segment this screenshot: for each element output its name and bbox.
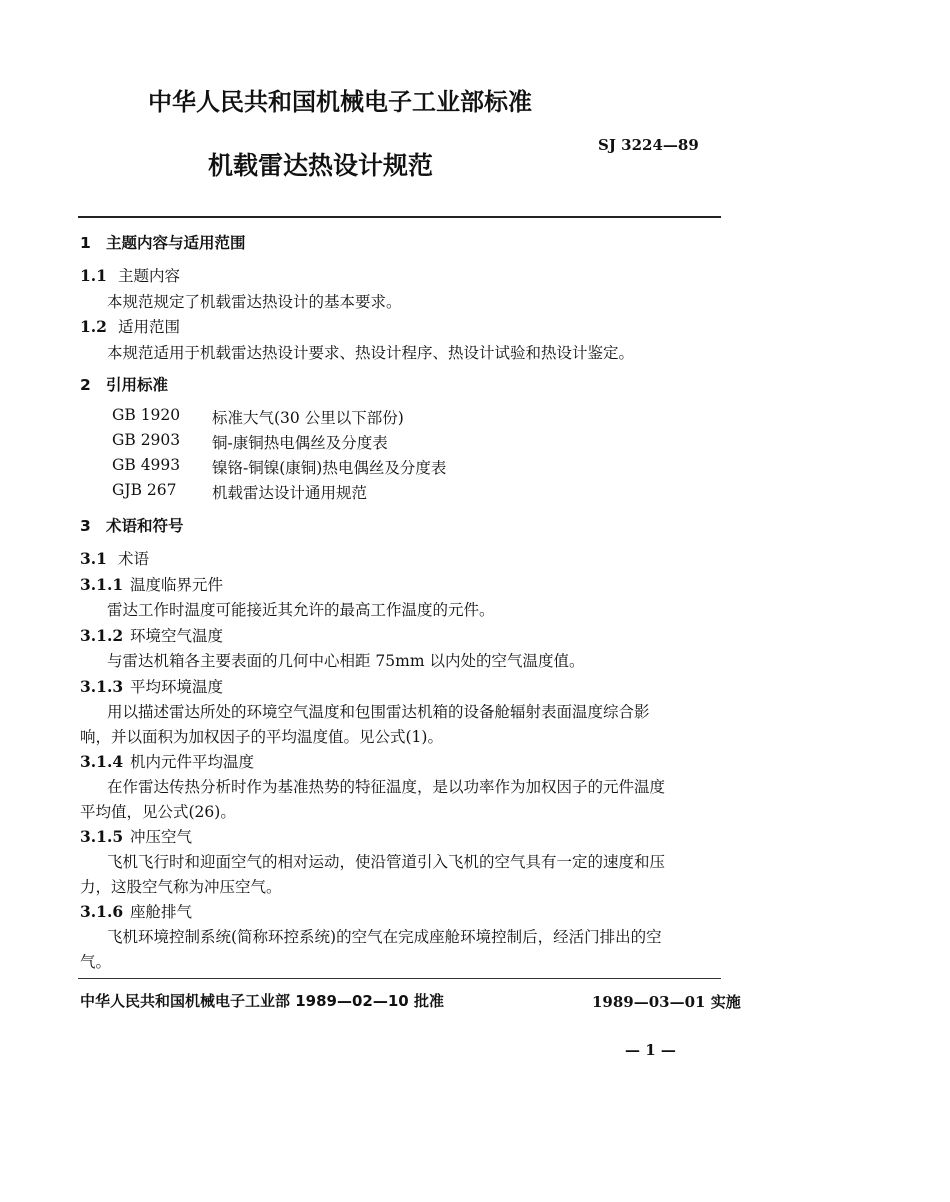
section-2-heading — [80, 373, 168, 395]
term-number: 3.1.6 — [80, 902, 124, 921]
page-number: — 1 — — [625, 1041, 676, 1059]
term-definition: 用以描述雷达所处的环境空气温度和包围雷达机箱的设备舱辐射表面温度综合影 — [107, 703, 650, 721]
section-number: 1.1 — [80, 266, 107, 285]
reference-code: GB 2903 — [112, 431, 181, 449]
reference-name: 镍铬-铜镍(康铜)热电偶丝及分度表 — [212, 459, 447, 477]
section-title: 主题内容 — [118, 267, 181, 285]
section-title: 术语和符号 — [106, 517, 184, 535]
term-title: 环境空气温度 — [130, 627, 224, 645]
standard-organization-title: 中华人民共和国机械电子工业部标准 — [148, 88, 532, 116]
reference-code: GB 1920 — [112, 406, 181, 424]
term-heading — [80, 750, 254, 772]
section-number: 2 — [80, 376, 91, 394]
section-number: 1 — [80, 234, 91, 252]
reference-row — [0, 406, 950, 428]
effective-date: 1989—03—01 实施 — [592, 993, 741, 1011]
term-definition-continued: 力，这股空气称为冲压空气。 — [80, 878, 282, 896]
term-definition: 在作雷达传热分析时作为基准热势的特征温度，是以功率作为加权因子的元件温度 — [107, 778, 666, 796]
section-1-1-text: 本规范规定了机载雷达热设计的基本要求。 — [107, 293, 402, 311]
section-title: 适用范围 — [118, 318, 181, 336]
term-definition: 雷达工作时温度可能接近其允许的最高工作温度的元件。 — [107, 601, 495, 619]
section-1-1-heading — [80, 264, 180, 286]
term-definition-continued: 响，并以面积为加权因子的平均温度值。见公式(1)。 — [80, 728, 443, 746]
term-heading — [80, 825, 192, 847]
reference-row — [0, 456, 950, 478]
header-divider — [78, 216, 721, 218]
term-definition: 飞机飞行时和迎面空气的相对运动，使沿管道引入飞机的空气具有一定的速度和压 — [107, 853, 666, 871]
section-title: 引用标准 — [106, 376, 169, 394]
term-definition-continued: 气。 — [80, 953, 112, 971]
section-number: 3.1 — [80, 549, 107, 568]
term-number: 3.1.1 — [80, 575, 124, 594]
term-heading — [80, 900, 192, 922]
term-title: 温度临界元件 — [130, 576, 224, 594]
term-heading — [80, 624, 223, 646]
term-title: 平均环境温度 — [130, 678, 224, 696]
term-title: 座舱排气 — [130, 903, 193, 921]
section-1-2-text: 本规范适用于机载雷达热设计要求、热设计程序、热设计试验和热设计鉴定。 — [107, 344, 635, 362]
section-3-heading — [80, 514, 184, 536]
term-number: 3.1.3 — [80, 677, 124, 696]
reference-code: GJB 267 — [112, 481, 177, 499]
reference-row — [0, 431, 950, 453]
term-definition: 飞机环境控制系统(简称环控系统)的空气在完成座舱环境控制后，经活门排出的空 — [107, 928, 662, 946]
approval-statement: 中华人民共和国机械电子工业部 1989—02—10 批准 — [80, 992, 444, 1010]
term-definition: 与雷达机箱各主要表面的几何中心相距 75mm 以内处的空气温度值。 — [107, 652, 585, 670]
section-number: 1.2 — [80, 317, 107, 336]
section-1-heading — [80, 231, 246, 253]
section-title: 术语 — [118, 550, 150, 568]
section-3-1-heading — [80, 547, 149, 569]
term-title: 冲压空气 — [130, 828, 193, 846]
term-number: 3.1.4 — [80, 752, 124, 771]
term-title: 机内元件平均温度 — [130, 753, 255, 771]
reference-name: 铜-康铜热电偶丝及分度表 — [212, 434, 388, 452]
reference-name: 机载雷达设计通用规范 — [212, 484, 368, 502]
term-number: 3.1.2 — [80, 626, 124, 645]
document-code: SJ 3224—89 — [598, 136, 699, 154]
reference-code: GB 4993 — [112, 456, 181, 474]
footer-divider — [78, 978, 721, 979]
term-definition-continued: 平均值，见公式(26)。 — [80, 803, 236, 821]
section-title: 主题内容与适用范围 — [106, 234, 246, 252]
term-number: 3.1.5 — [80, 827, 124, 846]
term-heading — [80, 675, 223, 697]
section-1-2-heading — [80, 315, 180, 337]
document-title: 机载雷达热设计规范 — [208, 151, 434, 180]
reference-name: 标准大气(30 公里以下部份) — [212, 409, 404, 427]
section-number: 3 — [80, 517, 91, 535]
term-heading — [80, 573, 223, 595]
reference-row — [0, 481, 950, 503]
